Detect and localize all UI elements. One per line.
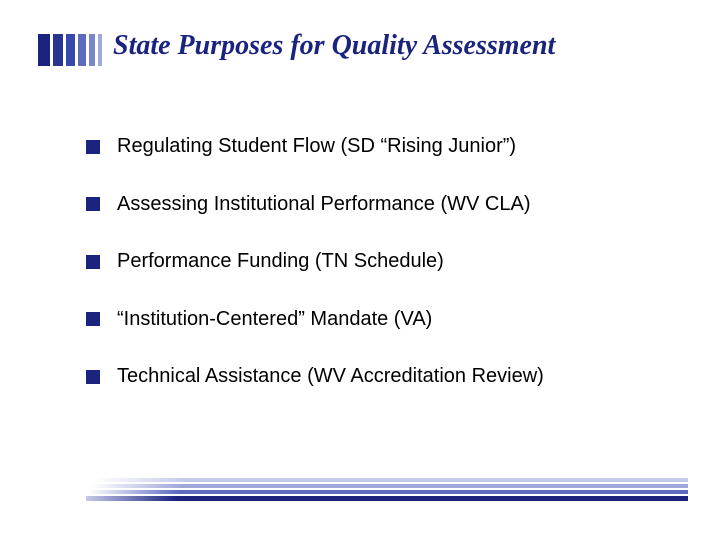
bullet-text: Assessing Institutional Performance (WV CLA) [117, 192, 531, 215]
bullet-text: Performance Funding (TN Schedule) [117, 250, 444, 273]
bullet-item [86, 291, 706, 349]
bullet-item [86, 348, 706, 406]
square-bullet-icon [86, 197, 100, 211]
footer-bar-mid [92, 484, 688, 488]
bullet-text: Regulating Student Flow (SD “Rising Junior”) [117, 135, 517, 158]
square-bullet-icon [86, 255, 100, 269]
title-stripes-icon [38, 34, 104, 66]
square-bullet-icon [86, 140, 100, 154]
square-bullet-icon [86, 370, 100, 384]
slide-title: State Purposes for Quality Assessment [113, 30, 556, 61]
bullet-list [86, 118, 706, 406]
footer-bar-dark [86, 496, 688, 501]
footer-bar-light [96, 478, 688, 482]
bullet-item [86, 118, 706, 176]
footer-gradient-rule [86, 478, 688, 504]
bullet-text: “Institution-Centered” Mandate (VA) [117, 307, 433, 330]
square-bullet-icon [86, 312, 100, 326]
bullet-item [86, 233, 706, 291]
bullet-text: Technical Assistance (WV Accreditation Review) [117, 365, 544, 388]
bullet-item [86, 176, 706, 234]
footer-bar-mid-dark [89, 490, 688, 494]
